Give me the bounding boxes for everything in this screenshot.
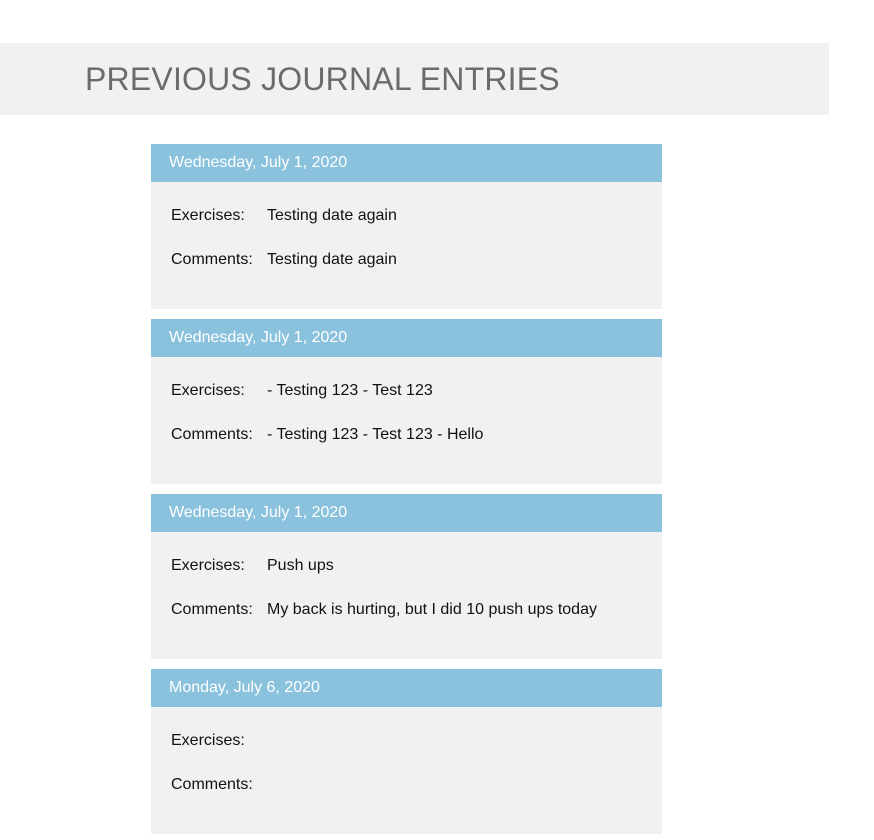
exercises-label: Exercises:	[171, 382, 245, 399]
journal-entry-card	[151, 669, 662, 834]
entry-date: Wednesday, July 1, 2020	[151, 319, 662, 357]
exercises-label: Exercises:	[171, 207, 245, 224]
entry-date: Monday, July 6, 2020	[151, 669, 662, 707]
comments-label: Comments:	[171, 251, 253, 268]
comments-label: Comments:	[171, 426, 253, 443]
journal-entry-card	[151, 319, 662, 484]
exercises-value: - Testing 123 - Test 123	[267, 382, 433, 399]
entry-comments-row	[171, 776, 267, 794]
comments-value: Testing date again	[267, 251, 397, 268]
entry-date: Wednesday, July 1, 2020	[151, 494, 662, 532]
exercises-label: Exercises:	[171, 732, 245, 749]
entry-date: Wednesday, July 1, 2020	[151, 144, 662, 182]
entry-exercises-row	[171, 732, 267, 750]
journal-entry-card	[151, 494, 662, 659]
exercises-value: Push ups	[267, 557, 334, 574]
entry-exercises-row	[171, 207, 397, 225]
journal-entry-card	[151, 144, 662, 309]
entry-comments-row	[171, 426, 483, 444]
entry-comments-row	[171, 601, 597, 619]
comments-value: My back is hurting, but I did 10 push ups today	[267, 601, 597, 618]
entry-comments-row	[171, 251, 397, 269]
exercises-label: Exercises:	[171, 557, 245, 574]
comments-label: Comments:	[171, 601, 253, 618]
comments-label: Comments:	[171, 776, 253, 793]
comments-value: - Testing 123 - Test 123 - Hello	[267, 426, 484, 443]
exercises-value: Testing date again	[267, 207, 397, 224]
entry-exercises-row	[171, 557, 334, 575]
entry-exercises-row	[171, 382, 433, 400]
page-title: PREVIOUS JOURNAL ENTRIES	[85, 61, 560, 97]
